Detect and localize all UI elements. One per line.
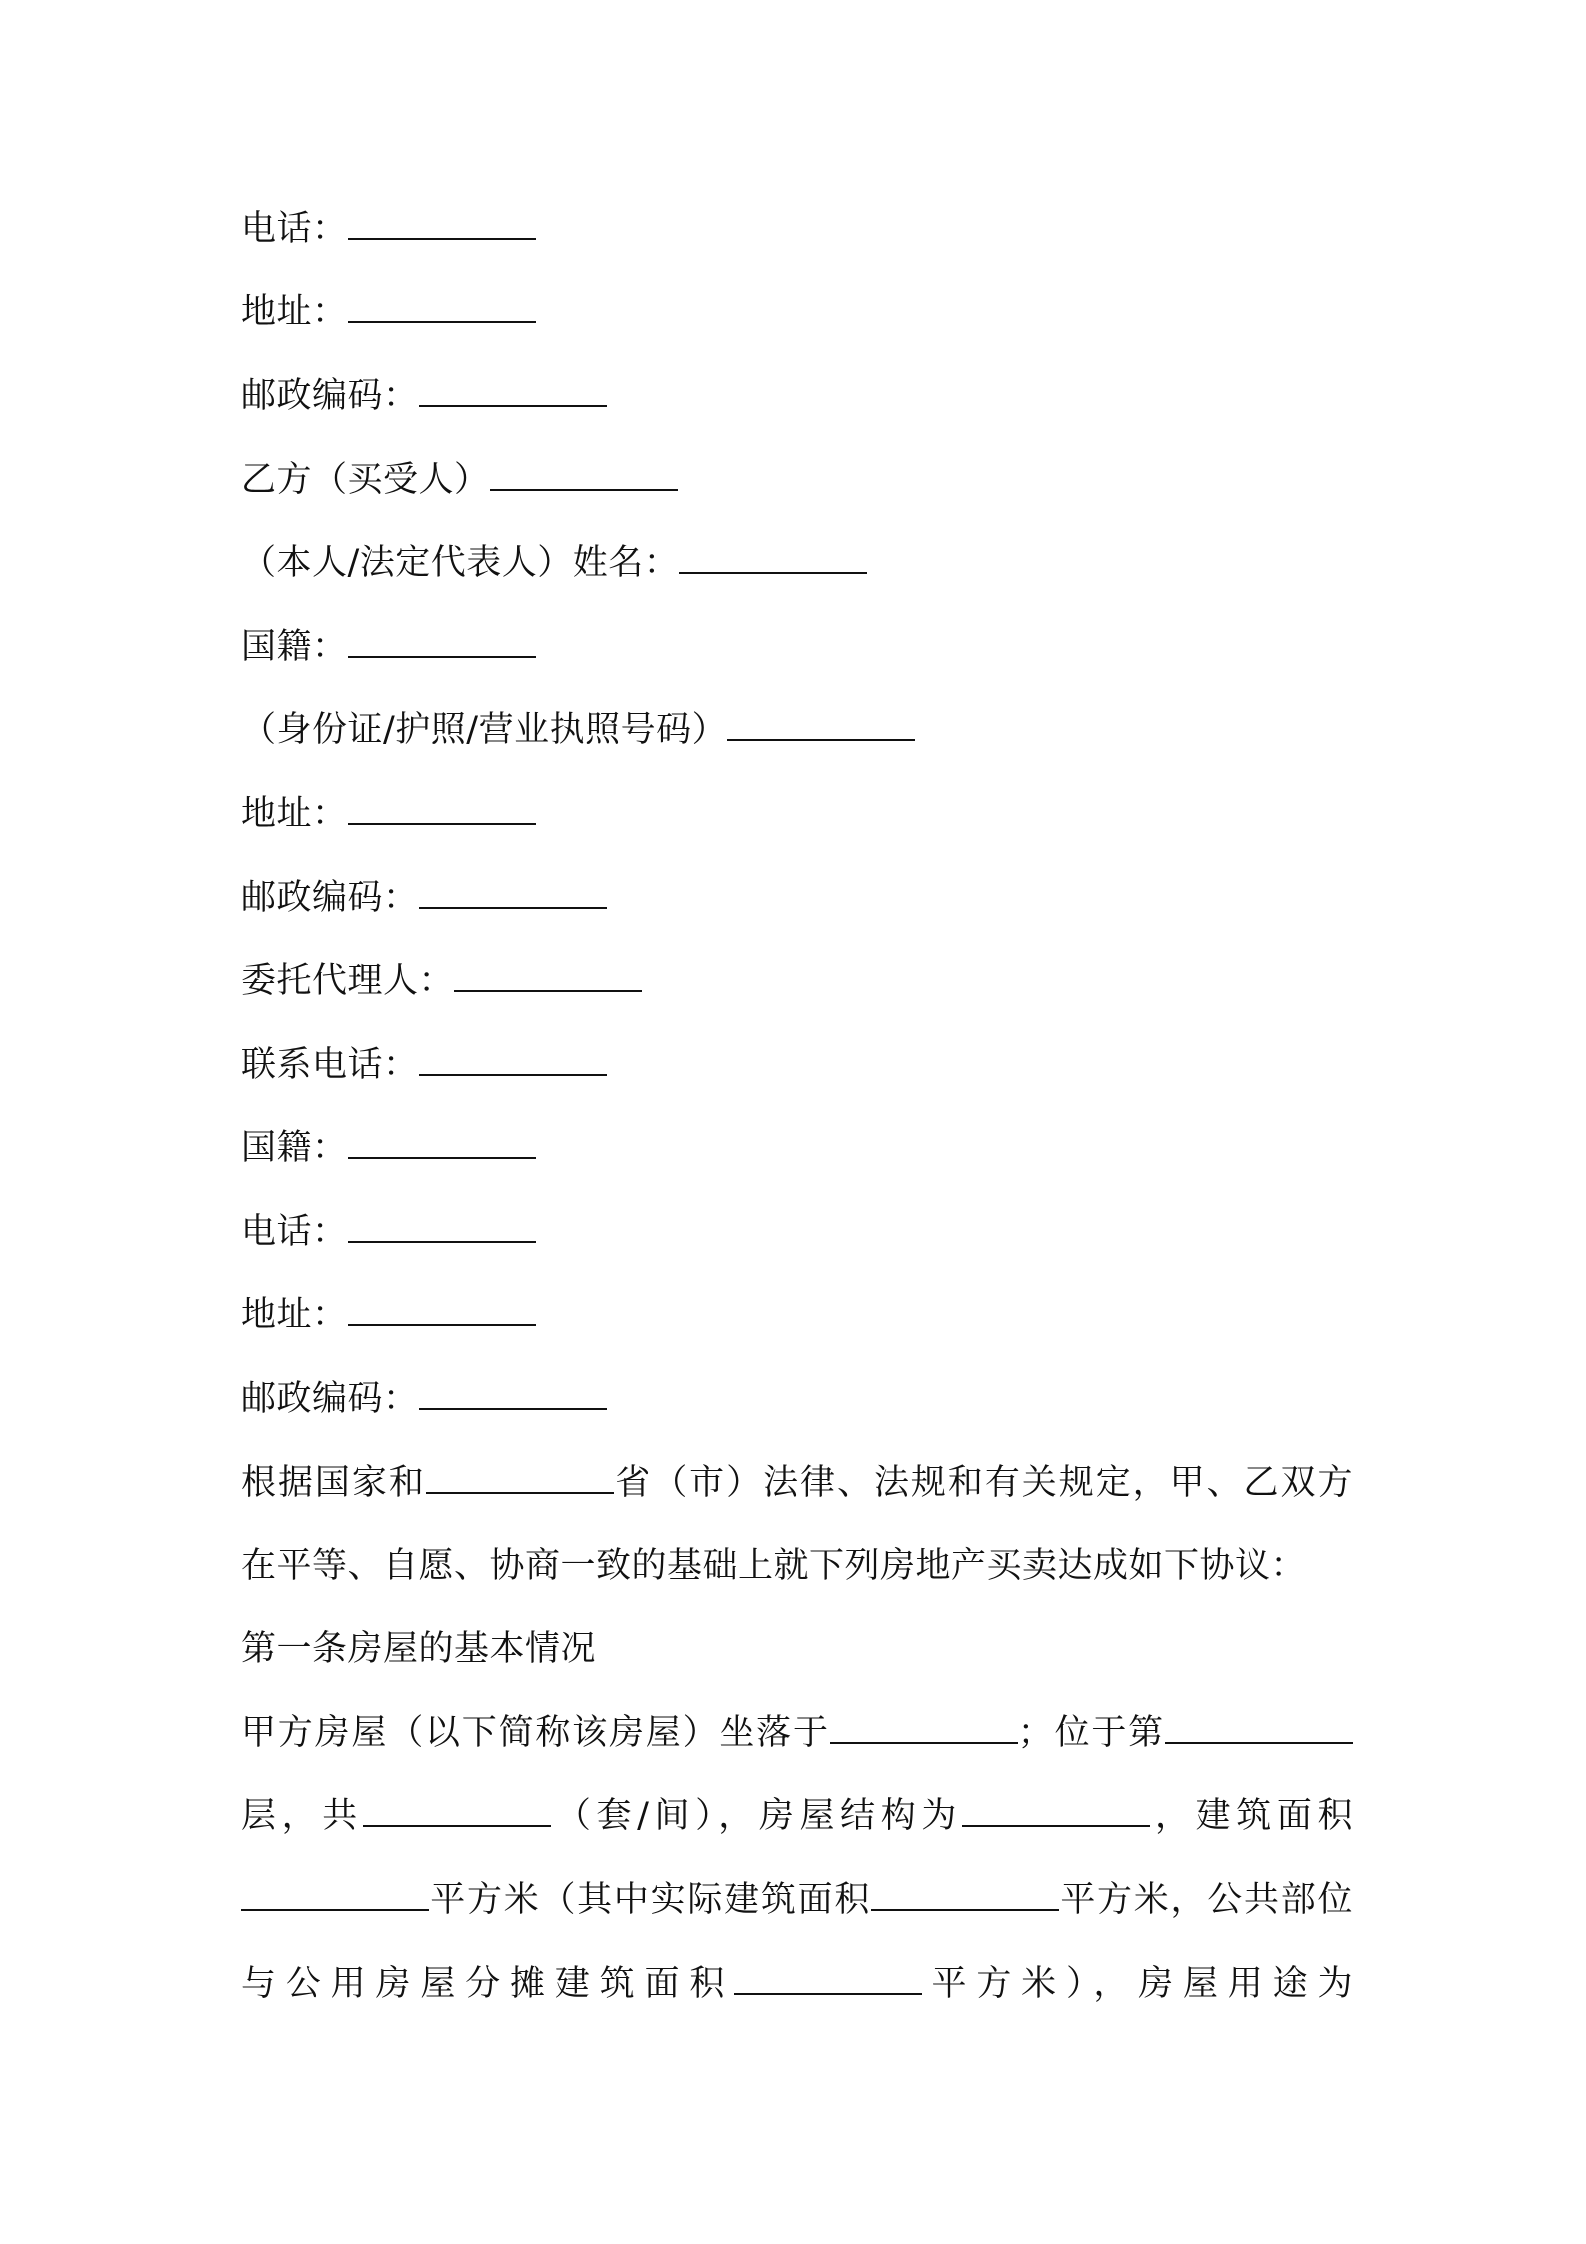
article-text: 平方米，公共部位 — [1059, 1880, 1353, 1920]
fill-blank — [962, 1795, 1150, 1827]
section-heading — [241, 1625, 596, 1673]
field-label: （身份证/护照/营业执照号码） — [241, 710, 728, 750]
fill-blank — [871, 1879, 1059, 1911]
fill-blank — [490, 459, 678, 491]
article-text: 平方米（其中实际建筑面积 — [429, 1880, 872, 1920]
field-line — [241, 456, 678, 504]
fill-blank — [348, 208, 536, 240]
article-text: ；位于第 — [1017, 1713, 1165, 1753]
field-line — [241, 874, 607, 922]
field-label: （本人/法定代表人）姓名： — [241, 543, 680, 583]
article-text: 平方米），房屋用途为 — [922, 1964, 1353, 2004]
field-label: 联系电话： — [241, 1045, 419, 1085]
field-line — [241, 623, 536, 671]
paragraph-line — [241, 1459, 1353, 1507]
heading-text: 第一条房屋的基本情况 — [241, 1629, 597, 1669]
field-line — [241, 706, 915, 754]
fill-blank — [419, 1044, 607, 1076]
field-line — [241, 539, 867, 587]
field-line — [241, 1291, 536, 1339]
field-label: 地址： — [241, 794, 348, 834]
field-line — [241, 205, 536, 253]
fill-blank — [348, 1127, 536, 1159]
article-line — [241, 1960, 1353, 2008]
field-label: 电话： — [241, 1212, 348, 1252]
article-line — [241, 1709, 1353, 1757]
fill-blank — [241, 1879, 429, 1911]
fill-blank — [734, 1963, 922, 1995]
paragraph-text: 根据国家和 — [241, 1463, 426, 1503]
field-label: 委托代理人： — [241, 961, 455, 1001]
article-text: ，建筑面积 — [1149, 1796, 1353, 1836]
fill-blank — [727, 709, 915, 741]
field-label: 国籍： — [241, 1128, 348, 1168]
field-line — [241, 288, 536, 336]
field-label: 邮政编码： — [241, 1379, 419, 1419]
fill-blank — [1165, 1712, 1353, 1744]
field-label: 地址： — [241, 1295, 348, 1335]
field-line — [241, 1375, 607, 1423]
fill-blank — [426, 1462, 614, 1494]
field-line — [241, 957, 642, 1005]
field-label: 地址： — [241, 292, 348, 332]
field-label: 邮政编码： — [241, 878, 419, 918]
article-text: （套/间），房屋结构为 — [550, 1796, 962, 1836]
fill-blank — [348, 1211, 536, 1243]
field-label: 电话： — [241, 209, 348, 249]
fill-blank — [348, 626, 536, 658]
article-text: 与公用房屋分摊建筑面积 — [241, 1964, 735, 2004]
article-text: 层，共 — [241, 1796, 363, 1836]
fill-blank — [454, 960, 642, 992]
fill-blank — [419, 1378, 607, 1410]
paragraph-text: 在平等、自愿、协商一致的基础上就下列房地产买卖达成如下协议： — [241, 1546, 1307, 1586]
field-line — [241, 1124, 536, 1172]
field-line — [241, 790, 536, 838]
field-line — [241, 1041, 607, 1089]
paragraph-line — [241, 1542, 1306, 1590]
paragraph-text: 省（市）法律、法规和有关规定，甲、乙双方 — [613, 1463, 1353, 1503]
field-line — [241, 1208, 536, 1256]
fill-blank — [348, 291, 536, 323]
fill-blank — [363, 1795, 551, 1827]
fill-blank — [679, 542, 867, 574]
article-line — [241, 1792, 1353, 1840]
field-label: 乙方（买受人） — [241, 460, 490, 500]
article-text: 甲方房屋（以下简称该房屋）坐落于 — [241, 1713, 830, 1753]
fill-blank — [419, 375, 607, 407]
field-label: 国籍： — [241, 627, 348, 667]
fill-blank — [830, 1712, 1018, 1744]
field-label: 邮政编码： — [241, 376, 419, 416]
field-line — [241, 372, 607, 420]
fill-blank — [348, 793, 536, 825]
fill-blank — [348, 1294, 536, 1326]
article-line — [241, 1876, 1353, 1924]
fill-blank — [419, 877, 607, 909]
